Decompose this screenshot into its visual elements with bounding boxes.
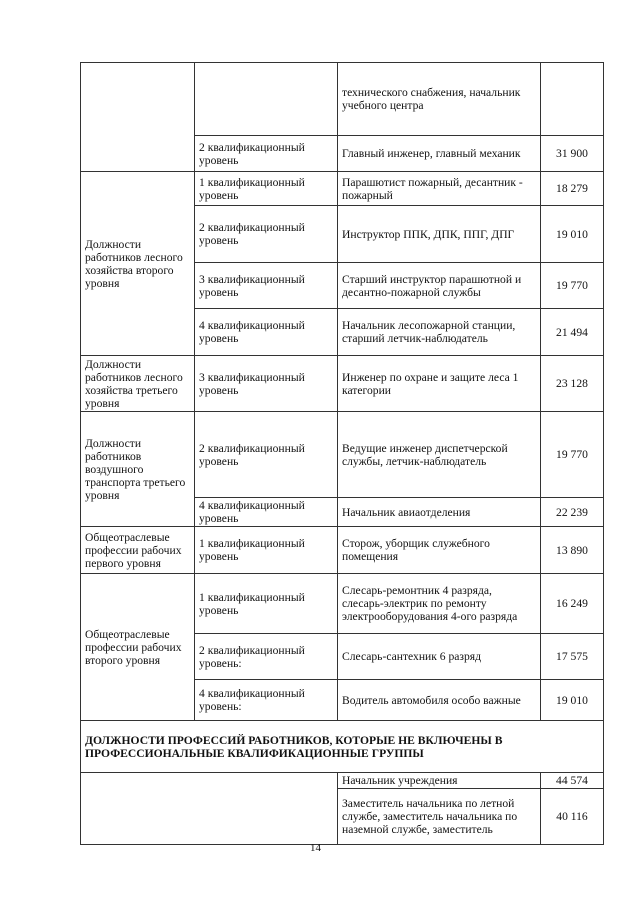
group-cell-continued [81,63,195,172]
position-cell: Главный инженер, главный механик [338,136,541,172]
table-row [81,574,604,634]
salary-cell: 17 575 [541,634,604,680]
salary-cell: 16 249 [541,574,604,634]
salary-cell [541,63,604,136]
position-cell: Ведущие инженер диспетчерской службы, летчик-наблюдатель [338,412,541,498]
level-cell: 3 квалификационный уровень [195,263,338,309]
level-cell [195,63,338,136]
position-cell: Заместитель начальника по летной службе, заместитель начальника по наземной службе, заместитель [338,789,541,845]
level-cell: 4 квалификационный уровень [195,309,338,356]
level-cell: 2 квалификационный уровень: [195,634,338,680]
section-heading: ДОЛЖНОСТИ ПРОФЕССИЙ РАБОТНИКОВ, КОТОРЫЕ НЕ ВКЛЮЧЕНЫ В ПРОФЕССИОНАЛЬНЫЕ КВАЛИФИКАЦИОННЫЕ ГРУППЫ [81,721,604,773]
position-cell: Начальник авиаотделения [338,498,541,527]
group-cell: Должности работников воздушного транспорта третьего уровня [81,412,195,527]
level-cell: 2 квалификационный уровень [195,412,338,498]
position-cell: Инженер по охране и защите леса 1 категории [338,356,541,412]
group-cell-empty [81,773,338,845]
level-cell: 2 квалификационный уровень [195,206,338,263]
salary-cell: 23 128 [541,356,604,412]
position-cell: Сторож, уборщик служебного помещения [338,527,541,574]
position-cell: Начальник учреждения [338,773,541,789]
salary-cell: 31 900 [541,136,604,172]
table-row [81,412,604,498]
position-cell: Начальник лесопожарной станции, старший летчик-наблюдатель [338,309,541,356]
level-cell: 1 квалификационный уровень [195,172,338,206]
position-cell: Инструктор ППК, ДПК, ППГ, ДПГ [338,206,541,263]
position-cell: Парашютист пожарный, десантник - пожарный [338,172,541,206]
table-row [81,356,604,412]
table-row [81,527,604,574]
salary-cell: 13 890 [541,527,604,574]
table-row [81,773,604,789]
salary-table [80,62,604,845]
level-cell: 3 квалификационный уровень [195,356,338,412]
salary-cell: 19 010 [541,680,604,721]
position-cell: Слесарь-сантехник 6 разряд [338,634,541,680]
salary-cell: 44 574 [541,773,604,789]
salary-cell: 19 010 [541,206,604,263]
group-cell: Общеотраслевые профессии рабочих первого уровня [81,527,195,574]
position-cell: Старший инструктор парашютной и десантно-пожарной службы [338,263,541,309]
position-cell: технического снабжения, начальник учебного центра [338,63,541,136]
table-row [81,721,604,773]
level-cell: 1 квалификационный уровень [195,574,338,634]
salary-cell: 40 116 [541,789,604,845]
salary-cell: 19 770 [541,263,604,309]
level-cell: 4 квалификационный уровень: [195,680,338,721]
salary-cell: 21 494 [541,309,604,356]
salary-cell: 19 770 [541,412,604,498]
table-row [81,63,604,136]
group-cell: Должности работников лесного хозяйства второго уровня [81,172,195,356]
page-number: 14 [310,842,321,854]
salary-cell: 18 279 [541,172,604,206]
level-cell: 1 квалификационный уровень [195,527,338,574]
group-cell: Должности работников лесного хозяйства третьего уровня [81,356,195,412]
level-cell: 4 квалификационный уровень [195,498,338,527]
position-cell: Слесарь-ремонтник 4 разряда, слесарь-электрик по ремонту электрооборудования 4-ого разряда [338,574,541,634]
level-cell: 2 квалификационный уровень [195,136,338,172]
table-row [81,172,604,206]
salary-cell: 22 239 [541,498,604,527]
group-cell: Общеотраслевые профессии рабочих второго уровня [81,574,195,721]
position-cell: Водитель автомобиля особо важные [338,680,541,721]
